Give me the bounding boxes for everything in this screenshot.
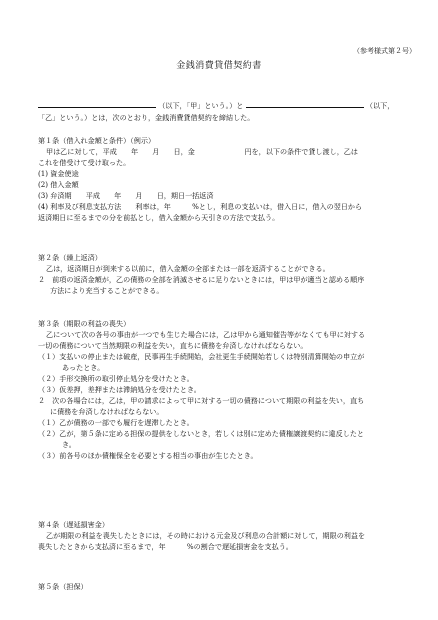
article-3 xyxy=(38,319,416,462)
article-1 xyxy=(38,136,416,224)
article-2-para: 乙は，返済期日が到来する以前に，借入金額の全部または一部を返済することができる。 xyxy=(46,263,330,273)
article-3-item: あったとき。 xyxy=(62,362,105,372)
form-reference-label: （参考様式第２号） xyxy=(353,47,416,55)
article-5-heading: 第５条（担保） xyxy=(38,582,88,591)
article-2-para: ２ 前項の返済金額が，乙の債務の全部を消滅させるに足りないときには，甲は甲が適当と認める順序 xyxy=(38,274,365,284)
article-3-para: 一切の債務について当然期限の利益を失い，直ちに債務を弁済しなければならない。 xyxy=(38,340,308,350)
article-4-heading: 第４条（遅延損害金） xyxy=(38,520,109,529)
article-3-item: （１）乙が債務の一部でも履行を遅滞したとき。 xyxy=(38,417,194,427)
article-3-para: に債務を弁済しなければならない。 xyxy=(50,406,164,416)
lender-name-blank xyxy=(38,99,156,108)
article-1-item: (2) 借入金額 xyxy=(38,179,79,189)
article-3-para: ２ 次の各場合には，乙は，甲の請求によって甲に対する一切の債務について期限の利益を失い，直ち xyxy=(38,395,365,405)
article-3-item: き。 xyxy=(62,439,76,449)
article-5 xyxy=(38,582,416,593)
article-1-item: (3) 弁済期 平成 年 月 日，期日一括返済 xyxy=(38,190,214,200)
article-1-line: 返済期日に至るまでの分を前払とし，借入金額から天引きの方法で支払う。 xyxy=(38,212,280,222)
article-3-para: 乙について次の各号の事由が一つでも生じた場合には，乙は甲から通知催告等がなくても甲に対する xyxy=(46,329,366,339)
article-1-line: 甲は乙に対して，平成 年 月 日，金 円を，以下の条件で貸し渡し，乙は xyxy=(46,146,358,156)
party-line-2: 「乙」という。）とは，次のとおり，金銭消費貸借契約を締結した。 xyxy=(38,113,255,122)
article-3-item: （１）支払いの停止または破産，民事再生手続開始，会社更生手続開始若しくは特別清算開始の申立が xyxy=(38,351,365,361)
article-2-heading: 第２条（繰上返済） xyxy=(38,253,102,262)
document-title: 金銭消費貸借契約書 xyxy=(176,61,262,71)
article-3-item: （３）前各号のほか債権保全を必要とする相当の事由が生じたとき。 xyxy=(38,450,258,460)
article-3-item: （３）仮差押，差押または滞納処分を受けたとき。 xyxy=(38,384,201,394)
article-3-heading: 第３条（期限の利益の喪失） xyxy=(38,319,131,328)
article-3-item: （２）乙が，第５条に定める担保の提供をしないとき，若しくは別に定めた債権譲渡契約に違反したと xyxy=(38,428,365,438)
article-1-item: (4) 利率及び利息支払方法 利率は，年 %とし，利息の支払いは，借入日に，借入の翌日から xyxy=(38,201,363,211)
article-2 xyxy=(38,253,416,297)
article-4 xyxy=(38,520,416,553)
article-4-para: 喪失したときから支払済に至るまで，年 %の割合で遅延損害金を支払う。 xyxy=(38,541,293,551)
article-1-item: (1) 資金使途 xyxy=(38,168,79,178)
party-line-1-end: （以下， xyxy=(365,101,395,110)
party-line-1 xyxy=(38,99,416,112)
borrower-name-blank xyxy=(246,99,364,108)
article-1-line: これを借受けて受け取った。 xyxy=(38,157,131,167)
article-1-heading: 第１条（借入れ金額と条件）（例示） xyxy=(38,136,156,145)
party-line-1-middle: （以下，「甲」という。）と xyxy=(158,101,244,110)
article-2-para: 方法により充当することができる。 xyxy=(50,285,164,295)
article-4-para: 乙が期限の利益を喪失したときには，その時における元金及び利息の合計額に対して，期限の利益を xyxy=(46,530,366,540)
article-3-item: （２）手形交換所の取引停止処分を受けたとき。 xyxy=(38,373,194,383)
